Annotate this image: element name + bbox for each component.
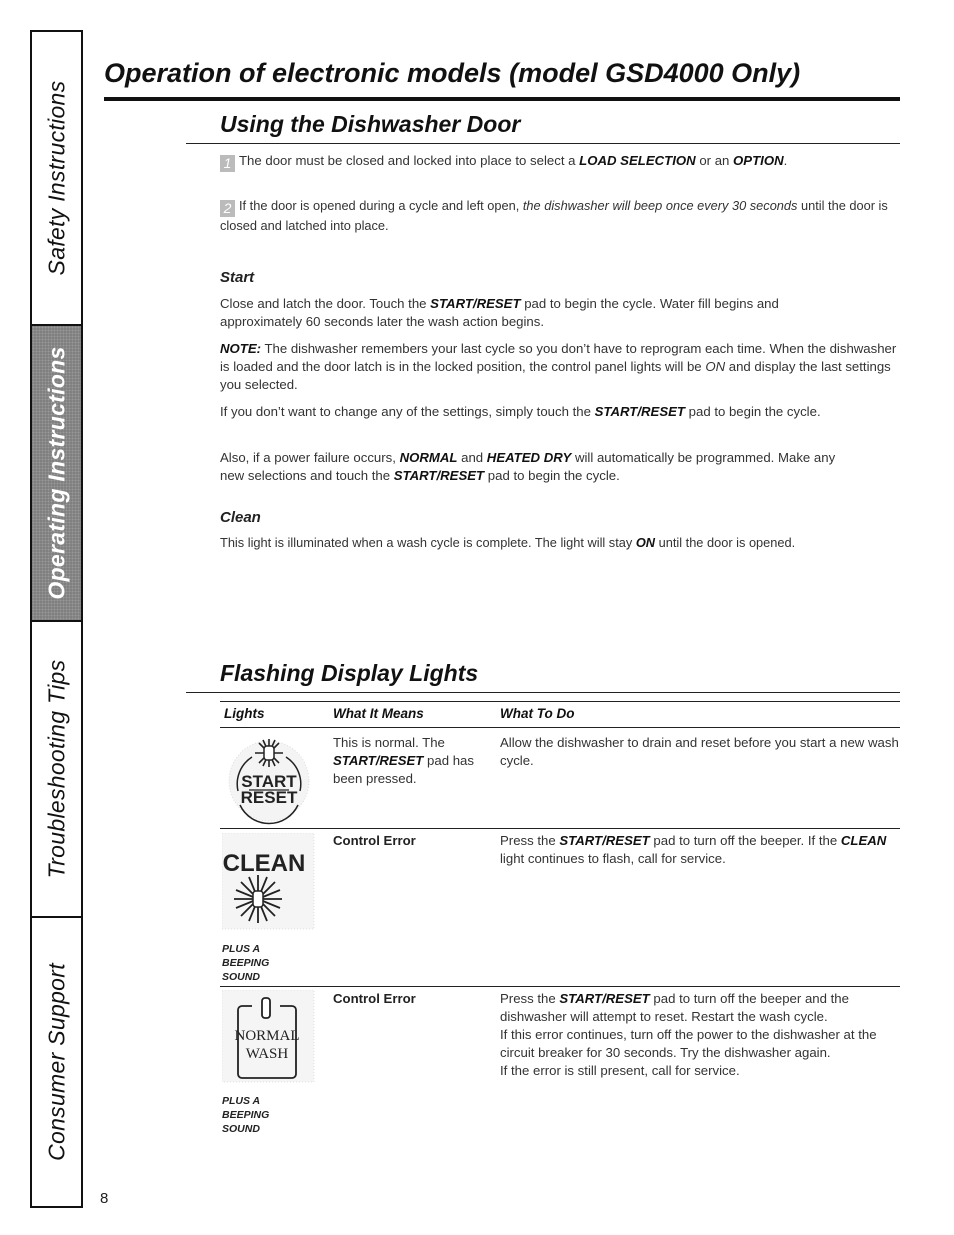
section-title-flashing: Flashing Display Lights bbox=[220, 660, 479, 686]
row3-meaning: Control Error bbox=[333, 991, 416, 1006]
tab-operating-instructions[interactable] bbox=[32, 326, 81, 622]
row3-plus-beeping-sound: PLUS A BEEPING SOUND bbox=[222, 1095, 270, 1135]
header-what-to-do: What To Do bbox=[500, 706, 575, 721]
start-heading: Start bbox=[220, 269, 255, 286]
start-note: NOTE: The dishwasher remembers your last cycle so you don’t have to reprogram each time. When the dishwasher is loaded and the door latch is in the locked position, the control panel lights will be ON and display the last settings you selected. bbox=[220, 341, 897, 392]
table-header-rule bbox=[220, 727, 900, 728]
start-icon-label: START bbox=[241, 772, 297, 791]
tab-label: Consumer Support bbox=[43, 963, 69, 1161]
tab-label: Operating Instructions bbox=[43, 346, 69, 600]
title-rule bbox=[104, 97, 900, 101]
tab-consumer-support[interactable] bbox=[32, 918, 81, 1206]
normal-wash-light-icon bbox=[222, 990, 317, 1085]
tab-troubleshooting-tips[interactable] bbox=[32, 622, 81, 918]
section-rule bbox=[186, 143, 900, 144]
row3-what-to-do: Press the START/RESET pad to turn off the beeper and the dishwasher will attempt to reset. Restart the wash cycle. If this error continues, turn off the power to the dishwasher at the circuit breaker for 30 seconds. Try the dishwasher again. If the error is still present, call for service. bbox=[500, 991, 877, 1078]
header-what-it-means: What It Means bbox=[333, 706, 424, 721]
row2-what-to-do: Press the START/RESET pad to turn off the beeper. If the CLEAN light continues to flash, call for service. bbox=[500, 833, 887, 866]
row1-meaning: This is normal. The START/RESET pad has been pressed. bbox=[333, 735, 474, 786]
start-reset-light-icon bbox=[222, 733, 317, 825]
start-paragraph-4: Also, if a power failure occurs, NORMAL and HEATED DRY will automatically be programmed. Make any new selections and touch the START/RESET pad to begin the cycle. bbox=[220, 450, 836, 483]
clean-light-icon bbox=[222, 833, 317, 931]
step-number: 1 bbox=[220, 155, 235, 172]
door-step-2: 2 If the door is opened during a cycle and left open, the dishwasher will beep once every 30 seconds until the door is closed and latched into place. bbox=[220, 198, 888, 233]
start-paragraph-1: Close and latch the door. Touch the START/RESET pad to begin the cycle. Water fill begins and approximately 60 seconds later the wash action begins. bbox=[220, 296, 779, 329]
section-title-door: Using the Dishwasher Door bbox=[220, 111, 521, 137]
step-number: 2 bbox=[220, 200, 235, 217]
section-tab-strip bbox=[30, 30, 83, 1208]
table-top-rule bbox=[220, 701, 900, 702]
row2-meaning: Control Error bbox=[333, 833, 416, 848]
clean-icon-label: CLEAN bbox=[222, 850, 306, 877]
clean-heading: Clean bbox=[220, 509, 261, 526]
tab-label: Troubleshooting Tips bbox=[43, 659, 69, 879]
reset-icon-label: RESET bbox=[240, 788, 298, 807]
clean-paragraph: This light is illuminated when a wash cycle is complete. The light will stay ON until the door is opened. bbox=[220, 535, 796, 550]
row1-what-to-do: Allow the dishwasher to drain and reset before you start a new wash cycle. bbox=[500, 735, 899, 768]
page-title: Operation of electronic models (model GSD4000 Only) bbox=[104, 58, 801, 88]
start-paragraph-3: If you don’t want to change any of the settings, simply touch the START/RESET pad to begin the cycle. bbox=[220, 404, 821, 419]
wash-icon-label: WASH bbox=[245, 1046, 289, 1062]
row-rule bbox=[220, 986, 900, 987]
header-lights: Lights bbox=[224, 706, 265, 721]
normal-icon-label: NORMAL bbox=[234, 1028, 300, 1044]
door-step-1: 1 The door must be closed and locked into place to select a LOAD SELECTION or an OPTION. bbox=[220, 152, 900, 172]
row2-plus-beeping-sound: PLUS A BEEPING SOUND bbox=[222, 943, 270, 983]
tab-safety-instructions[interactable] bbox=[32, 32, 81, 326]
row-rule bbox=[220, 828, 900, 829]
tab-label: Safety Instructions bbox=[43, 80, 69, 276]
page-number: 8 bbox=[100, 1190, 109, 1207]
section-rule bbox=[186, 692, 900, 693]
